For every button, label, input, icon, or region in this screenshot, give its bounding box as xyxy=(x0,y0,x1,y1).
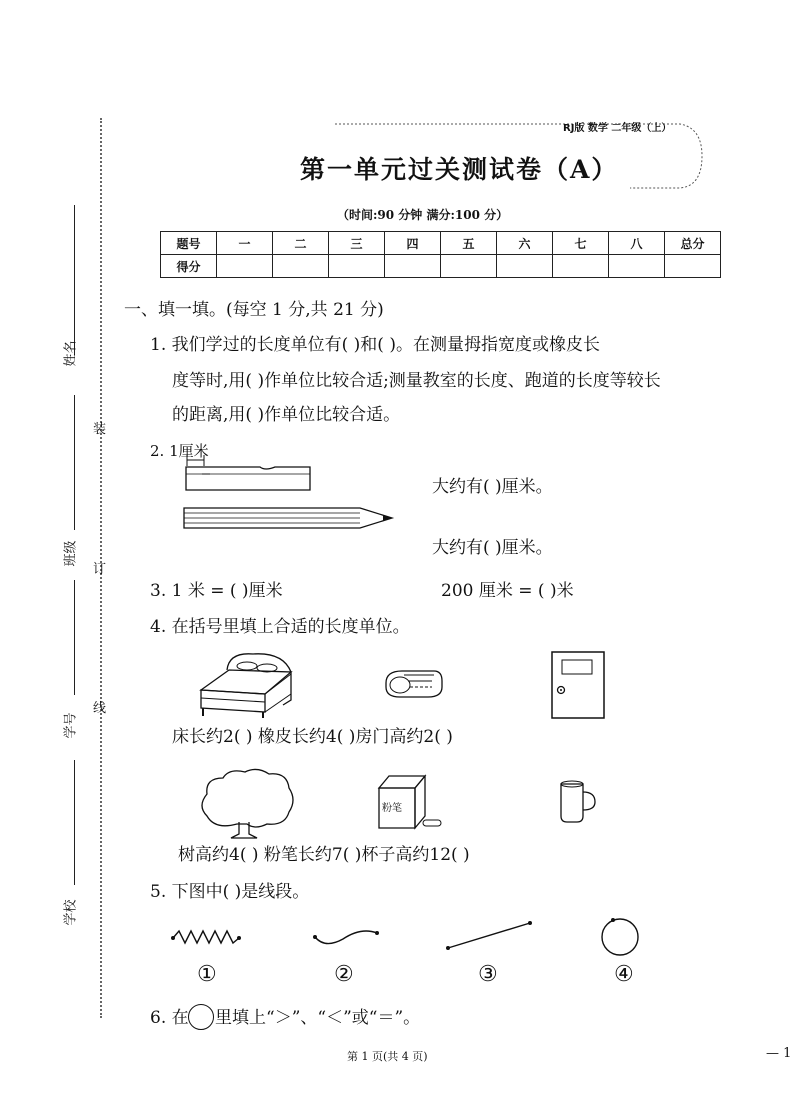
q6-prompt-start: 6. 在 xyxy=(150,1008,189,1028)
table-cell: 题号 xyxy=(161,232,217,255)
score-input-cell[interactable] xyxy=(441,255,497,278)
id-line xyxy=(74,580,75,695)
q5-prompt: 5. 下图中( )是线段。 xyxy=(150,882,310,902)
score-input-cell[interactable] xyxy=(665,255,721,278)
name-line xyxy=(74,205,75,355)
q4-prompt: 4. 在括号里填上合适的长度单位。 xyxy=(150,617,410,637)
q4-row1: 床长约2( ) 橡皮长约4( )房门高约2( ) xyxy=(172,727,453,747)
name-field-label: 姓名 xyxy=(63,340,79,367)
class-line xyxy=(74,395,75,530)
table-cell: 八 xyxy=(609,232,665,255)
q4-row2: 树高约4( ) 粉笔长约7( )杯子高约12( ) xyxy=(178,845,470,865)
page-marker: — 1 xyxy=(766,1046,792,1061)
table-cell: 四 xyxy=(385,232,441,255)
score-table xyxy=(160,231,721,278)
section-heading: 一、填一填。(每空 1 分,共 21 分) xyxy=(124,300,384,320)
score-input-cell[interactable] xyxy=(329,255,385,278)
eraser-and-pencil-figure xyxy=(180,452,400,542)
score-input-cell[interactable] xyxy=(497,255,553,278)
table-cell: 总分 xyxy=(665,232,721,255)
table-cell: 一 xyxy=(217,232,273,255)
q1-line1: 1. 我们学过的长度单位有( )和( )。在测量拇指宽度或橡皮长 xyxy=(150,335,600,355)
chalk-label: 粉笔 xyxy=(382,803,402,814)
q5-option-3: ③ xyxy=(478,962,498,987)
bind-char-zhuang: 装 xyxy=(93,422,107,437)
class-field-label: 班级 xyxy=(63,540,79,567)
bind-char-xian: 线 xyxy=(93,701,107,716)
q1-line3: 的距离,用( )作单位比较合适。 xyxy=(172,405,401,425)
cup-icon xyxy=(555,778,605,826)
table-cell: 三 xyxy=(329,232,385,255)
score-input-cell[interactable] xyxy=(217,255,273,278)
student-id-field-label: 学号 xyxy=(63,712,79,739)
q1-line2: 度等时,用( )作单位比较合适;测量教室的长度、跑道的长度等较长 xyxy=(172,371,661,391)
q2-answer2: 大约有( )厘米。 xyxy=(432,538,553,558)
q3-part2: 200 厘米 = ( )米 xyxy=(441,581,574,601)
comparison-circle-icon xyxy=(188,1004,214,1030)
edition-label: RJ版 数学 二年级（上） xyxy=(563,123,672,134)
tree-icon xyxy=(197,766,297,842)
score-table-header-row xyxy=(161,232,721,255)
table-cell: 五 xyxy=(441,232,497,255)
score-input-cell[interactable] xyxy=(385,255,441,278)
score-input-cell[interactable] xyxy=(273,255,329,278)
time-info: （时间:90 分钟 满分:100 分） xyxy=(337,208,509,222)
q3-part1: 3. 1 米 = ( )厘米 xyxy=(150,581,283,601)
door-icon xyxy=(548,650,608,722)
table-cell: 二 xyxy=(273,232,329,255)
score-input-cell[interactable] xyxy=(609,255,665,278)
score-table-score-row xyxy=(161,255,721,278)
page-number: 第 1 页(共 4 页) xyxy=(347,1050,428,1063)
table-cell: 六 xyxy=(497,232,553,255)
q5-option-1: ① xyxy=(197,962,217,987)
page-title: 第一单元过关测试卷（A） xyxy=(300,155,619,184)
q5-option-4: ④ xyxy=(614,962,634,987)
q5-option-2: ② xyxy=(334,962,354,987)
school-line xyxy=(74,760,75,885)
school-field-label: 学校 xyxy=(63,899,79,926)
table-cell: 七 xyxy=(553,232,609,255)
score-input-cell[interactable] xyxy=(553,255,609,278)
bind-char-ding: 订 xyxy=(93,562,107,577)
table-cell: 得分 xyxy=(161,255,217,278)
eraser-icon xyxy=(380,663,445,703)
bed-icon xyxy=(195,650,300,720)
q2-answer1: 大约有( )厘米。 xyxy=(432,477,553,497)
q6-prompt-end: 里填上“＞”、“＜”或“＝”。 xyxy=(215,1008,421,1028)
q2-label: 2. 1厘米 xyxy=(150,442,209,460)
q5-figures xyxy=(165,915,665,965)
